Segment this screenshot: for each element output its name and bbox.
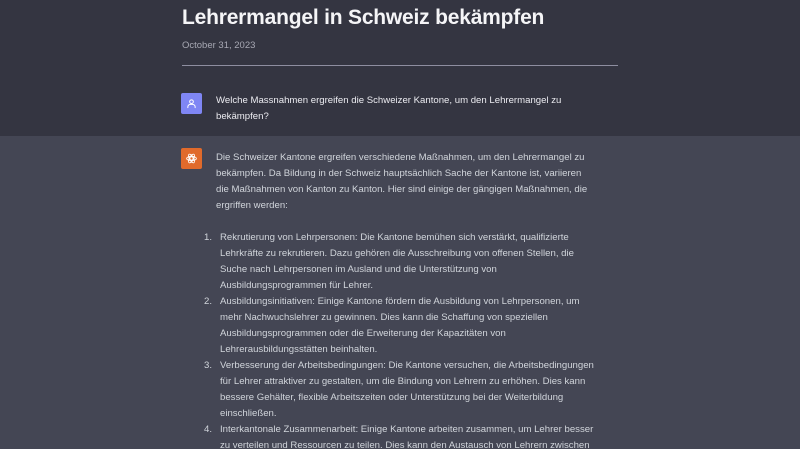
openai-logo-icon [185, 152, 198, 165]
list-item [204, 294, 596, 358]
assistant-intro: Die Schweizer Kantone ergreifen verschiedene Maßnahmen, um den Lehrermangel zu bekämpfen. Da Bildung in der Schweiz hauptsächlich Sache der Kantone ist, variieren die Maßnahmen von Kanton zu Kanton. Hier sind einige der gängigen Maßnahmen, die ergriffen werden: [216, 152, 588, 211]
list-item-text: Ausbildungsinitiativen: Einige Kantone fördern die Ausbildung von Lehrpersonen, um mehr Nachwuchslehrer zu gewinnen. Dies kann die Schaffung von speziellen Ausbildungsprogrammen oder die Erweiterung der Kapazitäten von Lehrerausbildungsstätten beinhalten. [220, 296, 580, 355]
list-item-text: Rekrutierung von Lehrpersonen: Die Kantone bemühen sich verstärkt, qualifizierte Lehrkräfte zu rekrutieren. Dazu gehören die Ausschreibung von offenen Stellen, die Suche nach Lehrpersonen im Ausland und die Unterstützung von Ausbildungsprogrammen für Lehrer. [220, 232, 574, 291]
user-message-text: Welche Massnahmen ergreifen die Schweizer Kantone, um den Lehrermangel zu bekämpfen? [216, 95, 562, 122]
list-item-text: Interkantonale Zusammenarbeit: Einige Kantone arbeiten zusammen, um Lehrer besser zu verteilen und Ressourcen zu teilen. Dies kann den Austausch von Lehrern zwischen [220, 424, 594, 449]
chat-date: October 31, 2023 [182, 40, 256, 51]
list-item [204, 230, 596, 294]
list-number: 3. [204, 360, 213, 371]
list-number: 1. [204, 232, 213, 243]
header-divider [182, 65, 618, 66]
list-number: 2. [204, 296, 213, 307]
measures-list [204, 230, 596, 449]
assistant-message [0, 136, 800, 449]
list-item [204, 358, 596, 422]
user-icon [186, 98, 197, 109]
page-title: Lehrermangel in Schweiz bekämpfen [182, 6, 545, 29]
list-item [204, 422, 596, 449]
user-message [0, 66, 800, 136]
user-avatar [181, 93, 202, 114]
assistant-message-text [204, 150, 596, 449]
list-number: 4. [204, 424, 213, 435]
assistant-avatar [181, 148, 202, 169]
list-item-text: Verbesserung der Arbeitsbedingungen: Die Kantone versuchen, die Arbeitsbedingungen für Lehrer attraktiver zu gestalten, um die Bindung von Lehrern zu erhöhen. Dies kann bessere Gehälter, flexible Arbeitszeiten oder Unterstützung bei der Weiterbildung einschließen. [220, 360, 594, 419]
